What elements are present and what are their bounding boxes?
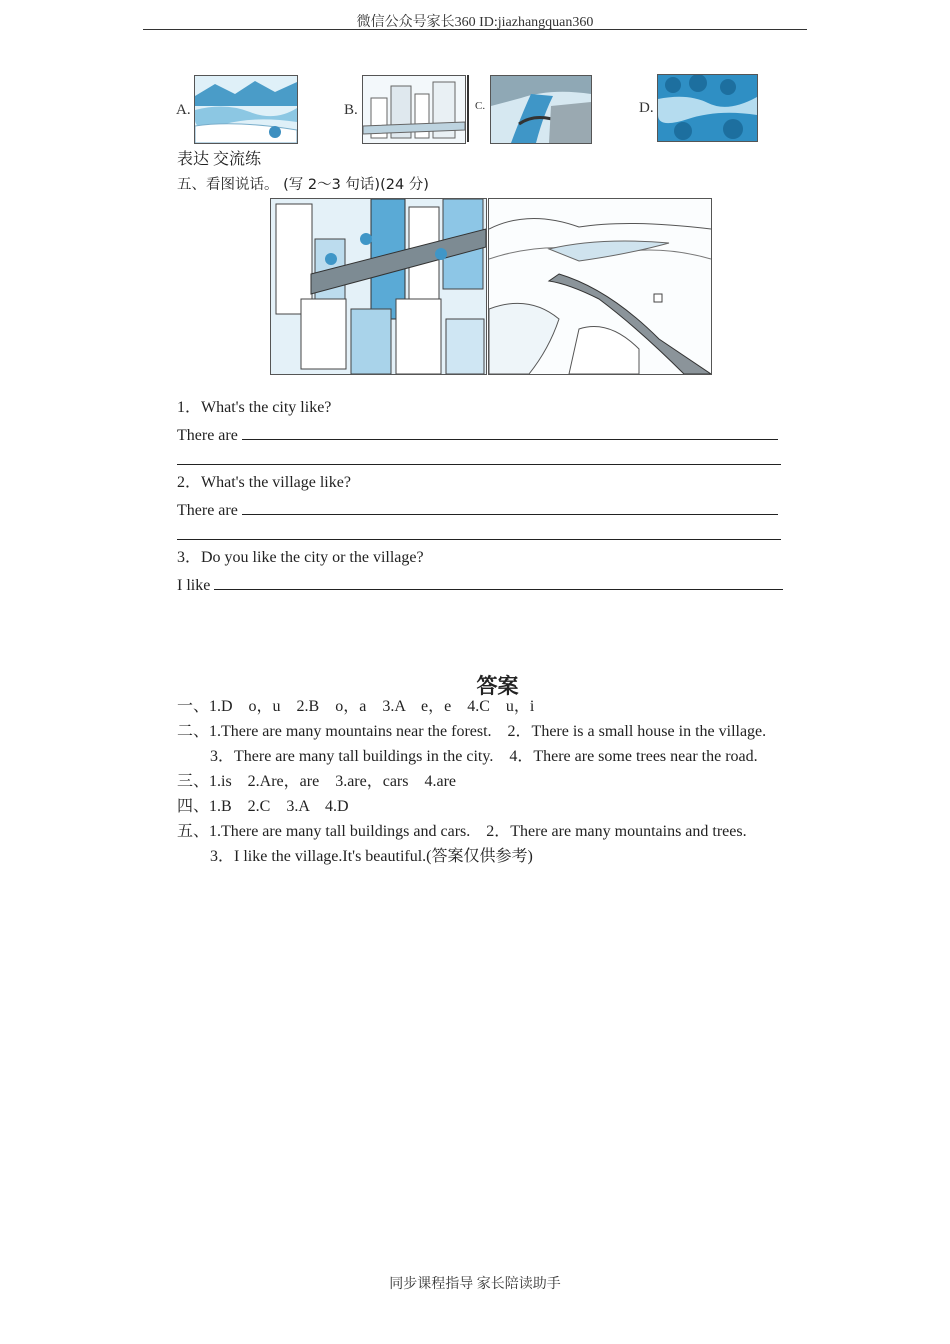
answer-blank-1[interactable] bbox=[242, 423, 778, 440]
answers-title: 答案 bbox=[476, 674, 519, 698]
village-scene-image bbox=[488, 198, 712, 375]
answer-blank-2b[interactable] bbox=[177, 539, 781, 540]
option-a-image bbox=[194, 75, 298, 144]
answer-key-line: 二、1.There are many mountains near the forest. 2．There is a small house in the village. bbox=[177, 723, 767, 740]
image-separator bbox=[467, 75, 469, 142]
answer-key-line: 3．There are many tall buildings in the city. 4．There are some trees near the road. bbox=[210, 748, 758, 765]
answer-key-line: 三、1.is 2.Are，are 3.are，cars 4.are bbox=[177, 773, 457, 790]
answer-blank-1b[interactable] bbox=[177, 464, 781, 465]
answer-prompt-3: I like bbox=[177, 577, 211, 594]
question-2: 2．What's the village like? bbox=[177, 474, 351, 491]
option-d-label: D. bbox=[639, 100, 654, 116]
answer-blank-2[interactable] bbox=[242, 498, 778, 515]
option-d-image bbox=[657, 74, 758, 142]
answer-key-line: 四、1.B 2.C 3.A 4.D bbox=[177, 798, 349, 815]
section5-title: 五、看图说话。 (写 2～3 句话)(24 分) bbox=[177, 177, 429, 193]
option-b-image bbox=[362, 75, 466, 144]
answer-key-line: 一、1.D o，u 2.B o，a 3.A e，e 4.C u，i bbox=[177, 698, 535, 715]
option-c-image bbox=[490, 75, 592, 144]
answer-line-2[interactable] bbox=[177, 498, 778, 521]
answer-key-line: 五、1.There are many tall buildings and cars. 2．There are many mountains and trees. bbox=[177, 823, 747, 840]
page-footer: 同步课程指导 家长陪读助手 bbox=[389, 1277, 561, 1292]
answer-blank-3[interactable] bbox=[214, 573, 783, 590]
question-3: 3．Do you like the city or the village? bbox=[177, 549, 424, 566]
page-header: 微信公众号家长360 ID:jiazhangquan360 bbox=[356, 15, 594, 30]
header-divider bbox=[143, 29, 807, 30]
section-label: 表达 交流练 bbox=[177, 151, 262, 168]
answer-line-3[interactable] bbox=[177, 573, 783, 596]
option-a-label: A. bbox=[176, 102, 191, 118]
answer-prompt-2: There are bbox=[177, 502, 238, 519]
option-c-label: C. bbox=[475, 100, 486, 112]
city-scene-image bbox=[270, 198, 487, 375]
question-1: 1．What's the city like? bbox=[177, 399, 332, 416]
answer-line-1[interactable] bbox=[177, 423, 778, 446]
answer-prompt-1: There are bbox=[177, 427, 238, 444]
option-b-label: B. bbox=[344, 102, 358, 118]
answer-key-line: 3．I like the village.It's beautiful.(答案仅供参考) bbox=[210, 848, 533, 865]
